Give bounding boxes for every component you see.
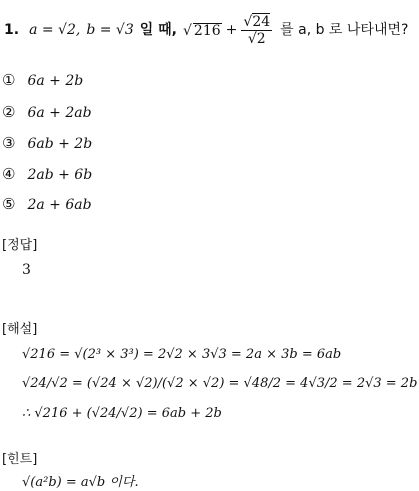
choice-marker: ⑤ xyxy=(2,195,16,213)
b-definition: b = √3 xyxy=(86,22,134,38)
choice-expr: 2ab + 6b xyxy=(27,167,93,183)
choice-expr: 6a + 2b xyxy=(27,73,84,89)
choice-3[interactable] xyxy=(2,136,92,151)
hint-label: [힌트] xyxy=(2,452,38,467)
a-definition: a = √2, xyxy=(29,22,81,38)
answer-value: 3 xyxy=(22,262,31,278)
question-number: 1. xyxy=(4,22,20,38)
choice-2[interactable] xyxy=(2,105,92,120)
choice-marker: ④ xyxy=(2,165,16,183)
choice-marker: ③ xyxy=(2,134,16,152)
solution-line-1: √216 = √(2³ × 3³) = 2√2 × 3√3 = 2a × 3b = 6ab xyxy=(22,347,342,362)
when-text: 일 때, xyxy=(139,22,177,38)
solution-label: [해설] xyxy=(2,322,38,337)
answer-label: [정답] xyxy=(2,238,38,253)
choice-expr: 2a + 6ab xyxy=(27,197,92,213)
choice-5[interactable] xyxy=(2,197,92,212)
choice-marker: ① xyxy=(2,71,16,89)
hint-line-1: √(a²b) = a√b 이다. xyxy=(22,475,139,490)
question: 1. a = √2, b = √3 일 때, √ 216 + $\frac{√24}{√2}$ 를 a, b 로 나타내면? xyxy=(4,13,409,47)
question-tail: 를 a, b 로 나타내면? xyxy=(280,22,409,38)
choice-1[interactable] xyxy=(2,73,83,88)
solution-line-2: √24/√2 = (√24 × √2)/(√2 × √2) = √48/2 = 4√3/2 = 2√3 = 2b xyxy=(22,376,418,391)
choice-marker: ② xyxy=(2,103,16,121)
sqrt-216: √ 216 xyxy=(183,22,221,39)
choice-4[interactable] xyxy=(2,167,92,182)
choice-expr: 6a + 2ab xyxy=(27,105,92,121)
solution-line-3: ∴ √216 + (√24/√2) = 6ab + 2b xyxy=(22,406,222,421)
sqrt24-over-sqrt2: $\frac{√24}{√2}$ xyxy=(243,13,271,47)
choice-expr: 6ab + 2b xyxy=(27,136,93,152)
